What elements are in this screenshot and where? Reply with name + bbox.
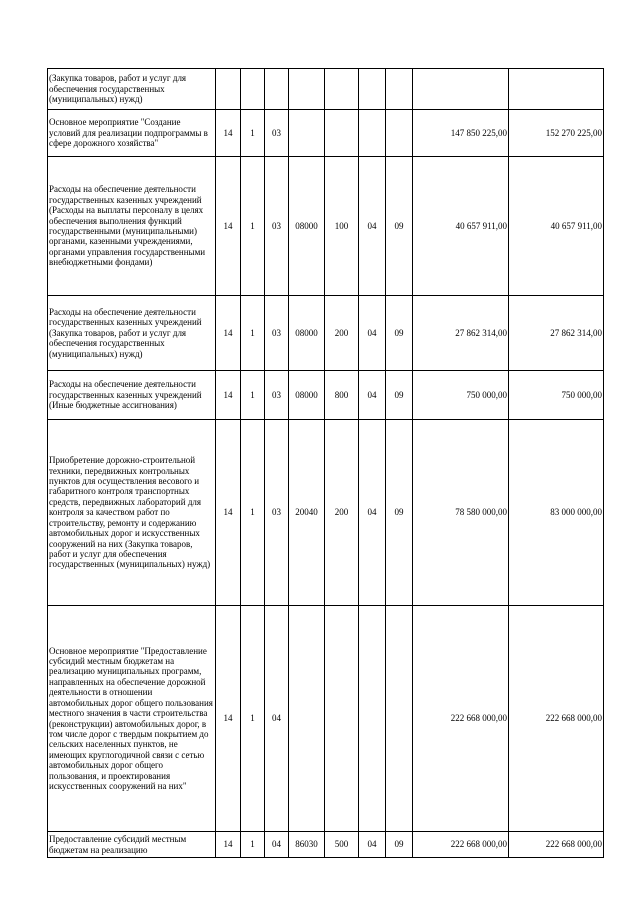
- program-code: 14: [216, 832, 241, 858]
- event-code: [265, 69, 289, 110]
- direction-code: 86030: [289, 832, 325, 858]
- subprogram-code: 1: [241, 371, 265, 420]
- subprogram-code: 1: [241, 296, 265, 371]
- budget-table: [47, 68, 604, 858]
- subsection-code: [386, 606, 413, 832]
- subprogram-code: 1: [241, 606, 265, 832]
- program-code: 14: [216, 420, 241, 606]
- table-row: [48, 69, 604, 110]
- direction-code: 08000: [289, 296, 325, 371]
- section-code: 04: [359, 157, 386, 296]
- subsection-code: 09: [386, 371, 413, 420]
- event-code: 03: [265, 157, 289, 296]
- row-description: Основное мероприятие "Создание условий для реализации подпрограммы в сфере дорожного хозяйства": [48, 110, 216, 157]
- expense-type-code: [325, 69, 359, 110]
- table-row: [48, 110, 604, 157]
- expense-type-code: 800: [325, 371, 359, 420]
- amount-year-2: 222 668 000,00: [509, 832, 604, 858]
- row-description: (Закупка товаров, работ и услуг для обеспечения государственных (муниципальных) нужд): [48, 69, 216, 110]
- section-code: 04: [359, 420, 386, 606]
- row-description: Расходы на обеспечение деятельности государственных казенных учреждений (Закупка товаров, работ и услуг для обеспечения государственных (муниципальных) нужд): [48, 296, 216, 371]
- expense-type-code: 200: [325, 296, 359, 371]
- amount-year-2: 222 668 000,00: [509, 606, 604, 832]
- amount-year-2: 83 000 000,00: [509, 420, 604, 606]
- program-code: 14: [216, 110, 241, 157]
- subprogram-code: 1: [241, 110, 265, 157]
- event-code: 03: [265, 296, 289, 371]
- subsection-code: [386, 69, 413, 110]
- amount-year-1: 222 668 000,00: [413, 606, 509, 832]
- program-code: [216, 69, 241, 110]
- direction-code: [289, 110, 325, 157]
- direction-code: [289, 606, 325, 832]
- table-row: [48, 371, 604, 420]
- expense-type-code: 200: [325, 420, 359, 606]
- subsection-code: 09: [386, 420, 413, 606]
- subsection-code: 09: [386, 832, 413, 858]
- direction-code: [289, 69, 325, 110]
- amount-year-2: 152 270 225,00: [509, 110, 604, 157]
- table-row: [48, 832, 604, 858]
- amount-year-2: [509, 69, 604, 110]
- amount-year-1: 78 580 000,00: [413, 420, 509, 606]
- event-code: 03: [265, 110, 289, 157]
- table-row: [48, 420, 604, 606]
- row-description: Приобретение дорожно-строительной техники, передвижных контрольных пунктов для осуществления весового и габаритного контроля транспортных средств, передвижных лабораторий для контроля за качеством работ по строительству, ремонту и содержанию автомобильных дорог и искусственных сооружений на них (Закупка товаров, работ и услуг для обеспечения государственных (муниципальных) нужд): [48, 420, 216, 606]
- subsection-code: 09: [386, 157, 413, 296]
- event-code: 03: [265, 371, 289, 420]
- row-description: Основное мероприятие "Предоставление субсидий местным бюджетам на реализацию муниципальных программ, направленных на обеспечение дорожной деятельности в отношении автомобильных дорог общего пользования местного значения в части строительства (реконструкции) автомобильных дорог, в том числе дорог с твердым покрытием до сельских населенных пунктов, не имеющих круглогодичной связи с сетью автомобильных дорог общего пользования, и проектирования искусственных сооружений на них": [48, 606, 216, 832]
- row-description: Расходы на обеспечение деятельности государственных казенных учреждений (Иные бюджетные ассигнования): [48, 371, 216, 420]
- table-row: [48, 296, 604, 371]
- event-code: 04: [265, 606, 289, 832]
- subprogram-code: 1: [241, 157, 265, 296]
- amount-year-1: [413, 69, 509, 110]
- subsection-code: 09: [386, 296, 413, 371]
- section-code: [359, 69, 386, 110]
- row-description: Предоставление субсидий местным бюджетам на реализацию: [48, 832, 216, 858]
- amount-year-1: 222 668 000,00: [413, 832, 509, 858]
- row-description: Расходы на обеспечение деятельности государственных казенных учреждений (Расходы на выплаты персоналу в целях обеспечения выполнения функций государственными (муниципальными) органами, казенными учреждениями, органами управления государственными внебюджетными фондами): [48, 157, 216, 296]
- expense-type-code: [325, 606, 359, 832]
- amount-year-2: 40 657 911,00: [509, 157, 604, 296]
- program-code: 14: [216, 296, 241, 371]
- subprogram-code: 1: [241, 420, 265, 606]
- section-code: 04: [359, 296, 386, 371]
- amount-year-1: 750 000,00: [413, 371, 509, 420]
- section-code: [359, 606, 386, 832]
- subprogram-code: [241, 69, 265, 110]
- program-code: 14: [216, 371, 241, 420]
- subprogram-code: 1: [241, 832, 265, 858]
- amount-year-2: 27 862 314,00: [509, 296, 604, 371]
- section-code: [359, 110, 386, 157]
- program-code: 14: [216, 157, 241, 296]
- table-row: [48, 157, 604, 296]
- amount-year-1: 40 657 911,00: [413, 157, 509, 296]
- subsection-code: [386, 110, 413, 157]
- table-row: [48, 606, 604, 832]
- expense-type-code: 100: [325, 157, 359, 296]
- expense-type-code: 500: [325, 832, 359, 858]
- direction-code: 08000: [289, 371, 325, 420]
- section-code: 04: [359, 832, 386, 858]
- event-code: 04: [265, 832, 289, 858]
- event-code: 03: [265, 420, 289, 606]
- expense-type-code: [325, 110, 359, 157]
- program-code: 14: [216, 606, 241, 832]
- direction-code: 20040: [289, 420, 325, 606]
- amount-year-1: 27 862 314,00: [413, 296, 509, 371]
- direction-code: 08000: [289, 157, 325, 296]
- amount-year-2: 750 000,00: [509, 371, 604, 420]
- amount-year-1: 147 850 225,00: [413, 110, 509, 157]
- section-code: 04: [359, 371, 386, 420]
